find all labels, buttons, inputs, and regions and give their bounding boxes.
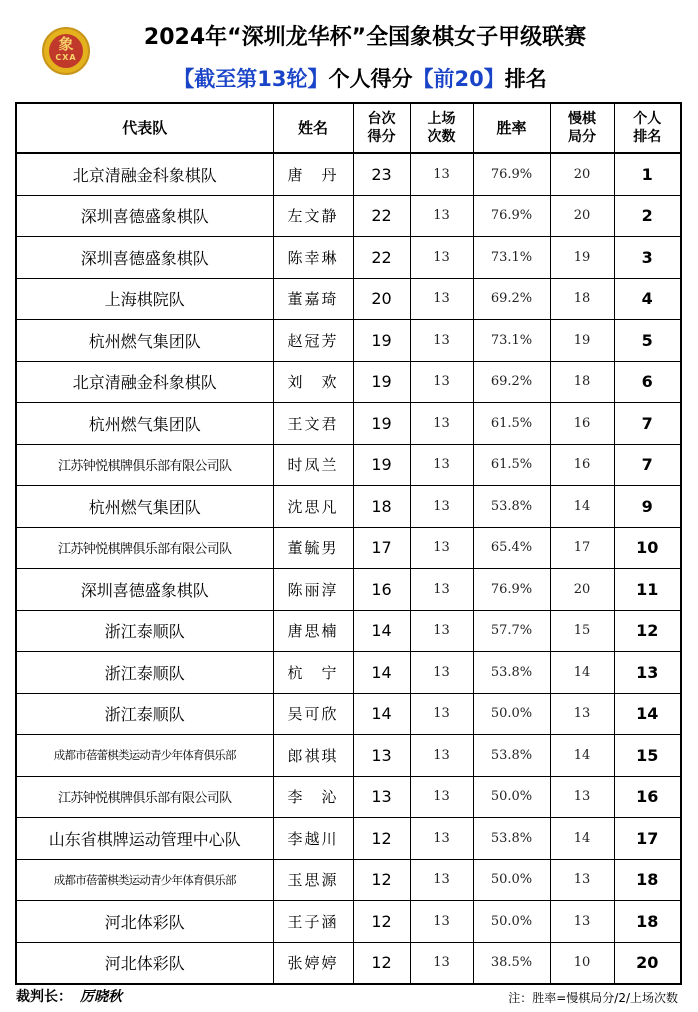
slow-points-cell: 15 [550, 610, 614, 652]
rank-cell: 15 [614, 735, 681, 777]
games-cell: 13 [410, 859, 473, 901]
games-cell: 13 [410, 735, 473, 777]
rank-cell: 12 [614, 610, 681, 652]
rank-cell: 7 [614, 403, 681, 445]
games-cell: 13 [410, 610, 473, 652]
name-cell: 玉思源 [273, 859, 353, 901]
slow-points-cell: 17 [550, 527, 614, 569]
points-cell: 19 [353, 444, 410, 486]
points-cell: 19 [353, 403, 410, 445]
header-winrate: 胜率 [473, 103, 550, 153]
team-cell: 浙江泰顺队 [16, 693, 273, 735]
games-cell: 13 [410, 320, 473, 362]
team-cell: 北京清融金科象棋队 [16, 153, 273, 195]
slow-points-cell: 19 [550, 237, 614, 279]
name-cell: 时凤兰 [273, 444, 353, 486]
table-row [16, 153, 681, 195]
table-row [16, 859, 681, 901]
games-cell: 13 [410, 195, 473, 237]
points-cell: 14 [353, 652, 410, 694]
winrate-cell: 61.5% [473, 444, 550, 486]
winrate-cell: 76.9% [473, 195, 550, 237]
slow-points-cell: 10 [550, 942, 614, 984]
slow-points-cell: 13 [550, 901, 614, 943]
table-row [16, 237, 681, 279]
name-cell: 左文静 [273, 195, 353, 237]
team-cell: 江苏钟悦棋牌俱乐部有限公司队 [16, 444, 273, 486]
page-title: 2024年“深圳龙华杯”全国象棋女子甲级联赛 [143, 25, 587, 50]
header-name: 姓名 [273, 103, 353, 153]
winrate-cell: 53.8% [473, 486, 550, 528]
name-cell: 唐思楠 [273, 610, 353, 652]
rank-cell: 4 [614, 278, 681, 320]
team-cell: 深圳喜德盛象棋队 [16, 237, 273, 279]
rank-cell: 2 [614, 195, 681, 237]
slow-points-cell: 18 [550, 361, 614, 403]
points-cell: 13 [353, 776, 410, 818]
points-cell: 17 [353, 527, 410, 569]
table-row [16, 527, 681, 569]
team-cell: 上海棋院队 [16, 278, 273, 320]
winrate-cell: 69.2% [473, 278, 550, 320]
games-cell: 13 [410, 652, 473, 694]
chief-referee [16, 987, 122, 1007]
games-cell: 13 [410, 153, 473, 195]
slow-points-cell: 13 [550, 693, 614, 735]
team-cell: 浙江泰顺队 [16, 610, 273, 652]
table-row [16, 320, 681, 362]
winrate-cell: 69.2% [473, 361, 550, 403]
name-cell: 沈思凡 [273, 486, 353, 528]
team-cell: 杭州燃气集团队 [16, 486, 273, 528]
winrate-cell: 73.1% [473, 320, 550, 362]
winrate-cell: 53.8% [473, 652, 550, 694]
points-cell: 19 [353, 320, 410, 362]
header-points: 台次 得分 [353, 103, 410, 153]
games-cell: 13 [410, 278, 473, 320]
team-cell: 深圳喜德盛象棋队 [16, 569, 273, 611]
games-cell: 13 [410, 942, 473, 984]
table-row [16, 403, 681, 445]
name-cell: 赵冠芳 [273, 320, 353, 362]
table-row [16, 486, 681, 528]
games-cell: 13 [410, 901, 473, 943]
table-row [16, 818, 681, 860]
subtitle-round: 【截至第13轮】 [173, 67, 329, 91]
team-cell: 江苏钟悦棋牌俱乐部有限公司队 [16, 776, 273, 818]
header-slow-points: 慢棋 局分 [550, 103, 614, 153]
winrate-cell: 76.9% [473, 153, 550, 195]
table-row [16, 735, 681, 777]
name-cell: 张婷婷 [273, 942, 353, 984]
slow-points-cell: 14 [550, 652, 614, 694]
table-row [16, 652, 681, 694]
name-cell: 董嘉琦 [273, 278, 353, 320]
rank-cell: 1 [614, 153, 681, 195]
rank-cell: 13 [614, 652, 681, 694]
team-cell: 河北体彩队 [16, 901, 273, 943]
games-cell: 13 [410, 776, 473, 818]
points-cell: 23 [353, 153, 410, 195]
team-cell: 成都市蓓蕾棋类运动青少年体育俱乐部 [16, 859, 273, 901]
name-cell: 陈幸琳 [273, 237, 353, 279]
rank-cell: 18 [614, 859, 681, 901]
games-cell: 13 [410, 361, 473, 403]
slow-points-cell: 20 [550, 195, 614, 237]
winrate-cell: 53.8% [473, 818, 550, 860]
rank-cell: 17 [614, 818, 681, 860]
subtitle-end: 排名 [504, 67, 547, 91]
team-cell: 山东省棋牌运动管理中心队 [16, 818, 273, 860]
slow-points-cell: 18 [550, 278, 614, 320]
page-subtitle [160, 62, 560, 96]
points-cell: 13 [353, 735, 410, 777]
rank-cell: 3 [614, 237, 681, 279]
winrate-cell: 61.5% [473, 403, 550, 445]
games-cell: 13 [410, 486, 473, 528]
points-cell: 19 [353, 361, 410, 403]
table-row [16, 776, 681, 818]
name-cell: 杭 宁 [273, 652, 353, 694]
winrate-cell: 73.1% [473, 237, 550, 279]
logo-char: 象 [58, 35, 74, 53]
header-rank: 个人 排名 [614, 103, 681, 153]
subtitle-mid: 个人得分 [328, 67, 413, 91]
name-cell: 吴可欣 [273, 693, 353, 735]
games-cell: 13 [410, 569, 473, 611]
table-row [16, 361, 681, 403]
winrate-cell: 50.0% [473, 776, 550, 818]
team-cell: 浙江泰顺队 [16, 652, 273, 694]
table-row [16, 278, 681, 320]
winrate-cell: 65.4% [473, 527, 550, 569]
table-row [16, 693, 681, 735]
slow-points-cell: 14 [550, 486, 614, 528]
points-cell: 12 [353, 818, 410, 860]
slow-points-cell: 20 [550, 153, 614, 195]
slow-points-cell: 20 [550, 569, 614, 611]
rank-cell: 7 [614, 444, 681, 486]
team-cell: 成都市蓓蕾棋类运动青少年体育俱乐部 [16, 735, 273, 777]
name-cell: 董毓男 [273, 527, 353, 569]
logo-text: CXA [55, 53, 77, 62]
winrate-cell: 50.0% [473, 693, 550, 735]
rank-cell: 16 [614, 776, 681, 818]
rank-cell: 10 [614, 527, 681, 569]
table-row [16, 942, 681, 984]
slow-points-cell: 19 [550, 320, 614, 362]
ranking-table [15, 102, 682, 985]
rank-cell: 5 [614, 320, 681, 362]
points-cell: 18 [353, 486, 410, 528]
name-cell: 陈丽淳 [273, 569, 353, 611]
table-body [16, 153, 681, 984]
name-cell: 郎祺琪 [273, 735, 353, 777]
rank-cell: 6 [614, 361, 681, 403]
name-cell: 李越川 [273, 818, 353, 860]
table-row [16, 569, 681, 611]
slow-points-cell: 14 [550, 818, 614, 860]
name-cell: 王子涵 [273, 901, 353, 943]
table-row [16, 444, 681, 486]
points-cell: 14 [353, 693, 410, 735]
winrate-cell: 50.0% [473, 859, 550, 901]
points-cell: 14 [353, 610, 410, 652]
rank-cell: 18 [614, 901, 681, 943]
rank-cell: 14 [614, 693, 681, 735]
team-cell: 杭州燃气集团队 [16, 320, 273, 362]
judge-label: 裁判长： [16, 989, 72, 1005]
games-cell: 13 [410, 403, 473, 445]
logo-emblem [49, 34, 83, 68]
name-cell: 唐 丹 [273, 153, 353, 195]
games-cell: 13 [410, 527, 473, 569]
points-cell: 12 [353, 942, 410, 984]
rank-cell: 11 [614, 569, 681, 611]
winrate-cell: 76.9% [473, 569, 550, 611]
team-cell: 江苏钟悦棋牌俱乐部有限公司队 [16, 527, 273, 569]
rank-cell: 20 [614, 942, 681, 984]
games-cell: 13 [410, 818, 473, 860]
winrate-cell: 50.0% [473, 901, 550, 943]
header-games: 上场 次数 [410, 103, 473, 153]
footnote: 注：胜率=慢棋局分/2/上场次数 [508, 991, 678, 1005]
header-team: 代表队 [16, 103, 273, 153]
subtitle-top: 【前20】 [412, 67, 505, 91]
slow-points-cell: 16 [550, 403, 614, 445]
points-cell: 12 [353, 901, 410, 943]
points-cell: 20 [353, 278, 410, 320]
slow-points-cell: 16 [550, 444, 614, 486]
team-cell: 河北体彩队 [16, 942, 273, 984]
winrate-cell: 53.8% [473, 735, 550, 777]
team-cell: 杭州燃气集团队 [16, 403, 273, 445]
points-cell: 16 [353, 569, 410, 611]
winrate-cell: 38.5% [473, 942, 550, 984]
points-cell: 12 [353, 859, 410, 901]
slow-points-cell: 14 [550, 735, 614, 777]
team-cell: 北京清融金科象棋队 [16, 361, 273, 403]
name-cell: 刘 欢 [273, 361, 353, 403]
games-cell: 13 [410, 444, 473, 486]
cxa-logo [42, 27, 90, 75]
slow-points-cell: 13 [550, 776, 614, 818]
games-cell: 13 [410, 237, 473, 279]
rank-cell: 9 [614, 486, 681, 528]
name-cell: 王文君 [273, 403, 353, 445]
points-cell: 22 [353, 237, 410, 279]
games-cell: 13 [410, 693, 473, 735]
table-row [16, 610, 681, 652]
points-cell: 22 [353, 195, 410, 237]
name-cell: 李 沁 [273, 776, 353, 818]
slow-points-cell: 13 [550, 859, 614, 901]
winrate-cell: 57.7% [473, 610, 550, 652]
table-header-row [16, 103, 681, 153]
team-cell: 深圳喜德盛象棋队 [16, 195, 273, 237]
judge-name: 厉晓秋 [80, 989, 122, 1005]
table-row [16, 195, 681, 237]
table-row [16, 901, 681, 943]
